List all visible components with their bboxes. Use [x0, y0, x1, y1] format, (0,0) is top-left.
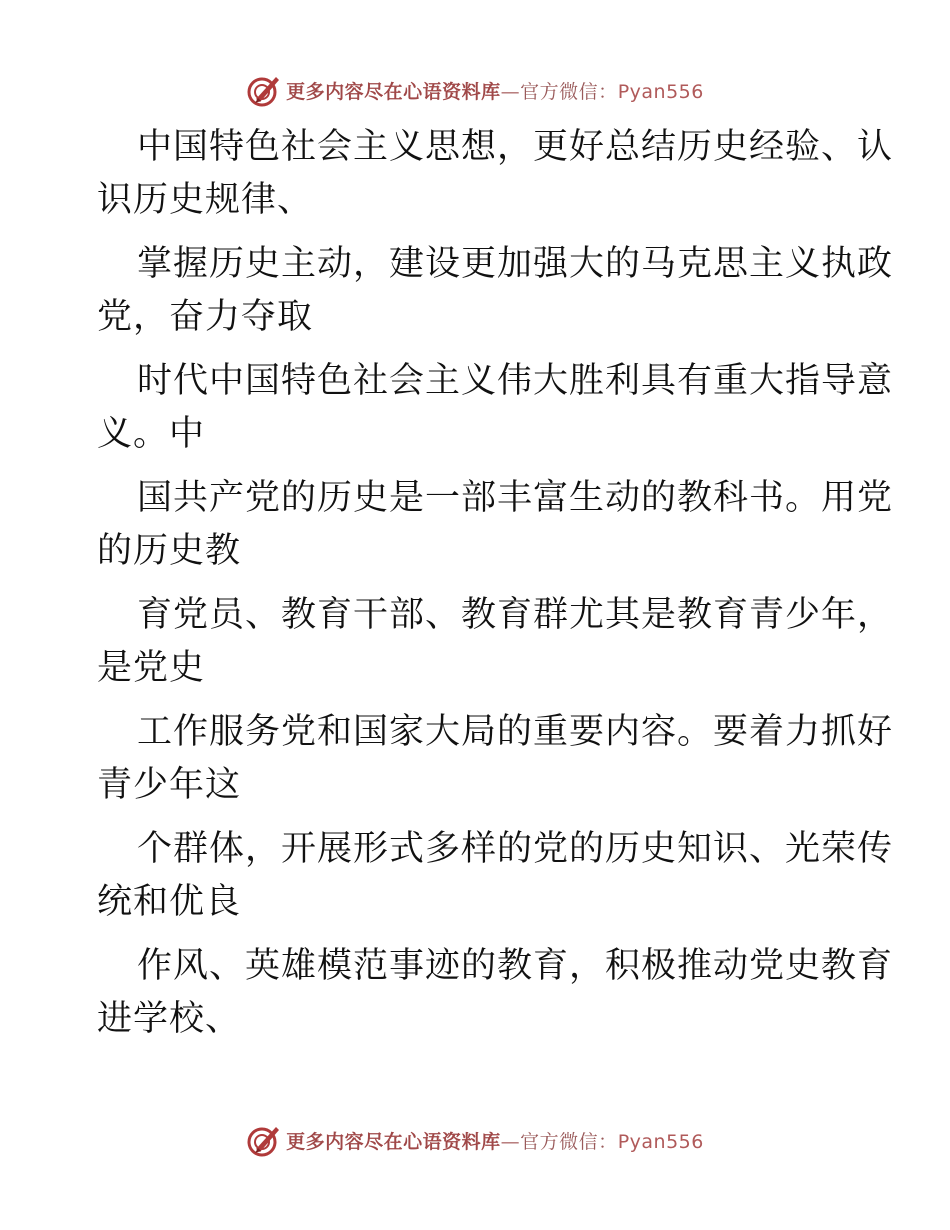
banner-wechat-label: 官方微信： [520, 80, 618, 103]
header-banner-inner [246, 72, 704, 108]
paragraph-line: 识历史规律、 [97, 180, 314, 220]
paragraph-line: 国共产党的历史是一部丰富生动的教科书。用党 [137, 478, 894, 518]
paragraph-line: 义。中 [97, 414, 206, 454]
paragraph-line: 的历史教 [97, 531, 242, 571]
paragraph-line: 统和优良 [97, 882, 242, 922]
banner-site-name: 更多内容尽在心语资料库 [286, 80, 501, 103]
paragraph-line: 中国特色社会主义思想，更好总结历史经验、认 [137, 127, 894, 167]
paragraph-line: 进学校、 [97, 999, 242, 1039]
banner-wechat-id: Pyan556 [617, 80, 704, 103]
banner-dash: — [500, 80, 521, 103]
paragraph-line: 党，奋力夺取 [97, 297, 314, 337]
banner-site-name: 更多内容尽在心语资料库 [286, 1130, 501, 1153]
header-banner [0, 70, 950, 110]
banner-wechat-label: 官方微信： [520, 1130, 618, 1153]
paragraph-line: 青少年这 [97, 765, 242, 805]
paragraph-line: 是党史 [97, 648, 206, 688]
quill-logo-icon [246, 1122, 282, 1158]
footer-banner [0, 1120, 950, 1160]
paragraph-line: 时代中国特色社会主义伟大胜利具有重大指导意 [137, 361, 894, 401]
paragraph-line: 掌握历史主动，建设更加强大的马克思主义执政 [137, 244, 894, 284]
banner-wechat-id: Pyan556 [617, 1130, 704, 1153]
paragraph-line: 工作服务党和国家大局的重要内容。要着力抓好 [137, 712, 894, 752]
quill-logo-icon [246, 72, 282, 108]
paragraph-line: 作风、英雄模范事迹的教育，积极推动党史教育 [137, 946, 894, 986]
footer-banner-inner [246, 1122, 704, 1158]
paragraph-line: 育党员、教育干部、教育群尤其是教育青少年， [137, 595, 894, 635]
paragraph-line: 个群体，开展形式多样的党的历史知识、光荣传 [137, 829, 894, 869]
footer-banner-text [286, 1127, 704, 1154]
banner-dash: — [500, 1130, 521, 1153]
document-body [97, 121, 894, 1046]
header-banner-text [286, 77, 704, 104]
